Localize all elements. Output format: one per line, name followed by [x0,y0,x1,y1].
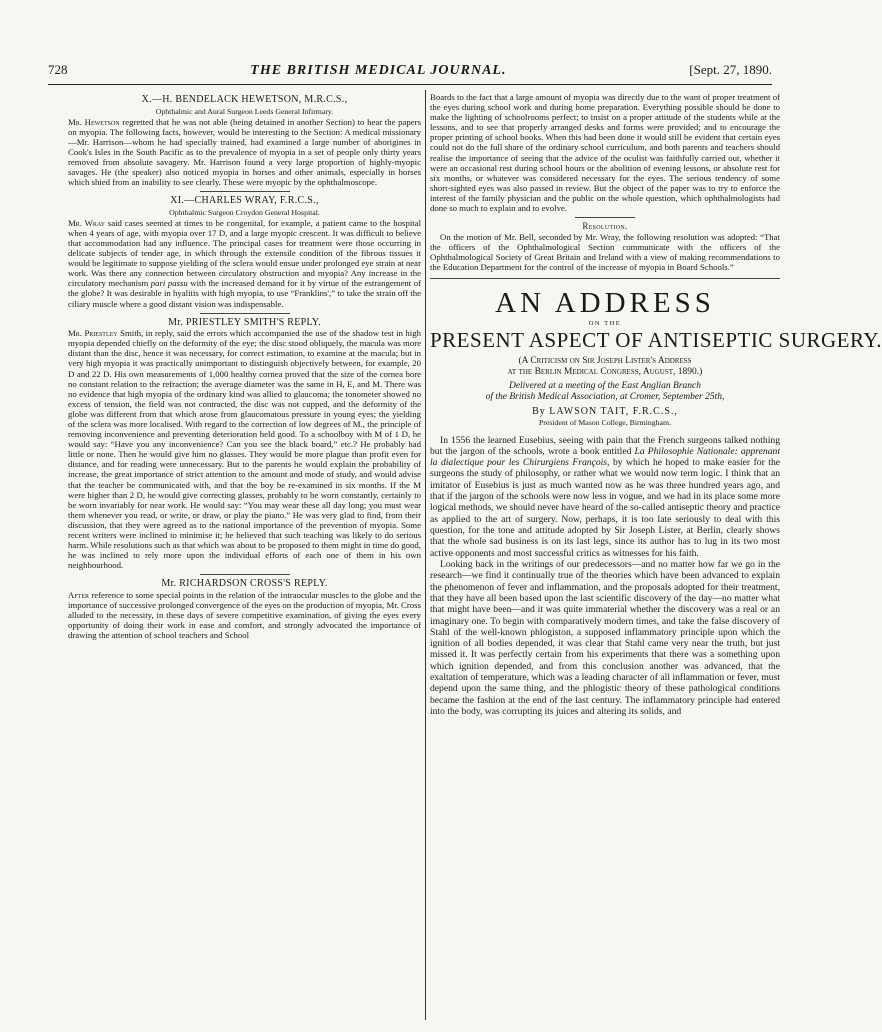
address-on: ON THE [588,320,622,328]
resolution-text: On the motion of Mr. Bell, seconded by Mr. Wray, the following resolution was adopted: “That the officers of the Ophthalmological Section communicate with the officers of the Ophthalmological Society of Great Britain and Ireland with a view of making recommendations to the Education Department for the control of the increase of myopia in Board Schools.” [430,231,780,272]
address-para1-italic: La Philosophie Nationale: apprenant la dialectique pour les Chirurgiens François, [430,445,780,469]
page-header [48,62,772,85]
wray-heading: XI.—CHARLES WRAY, F.R.C.S., [170,195,319,207]
address-para1-b: by which he hoped to make easier for the surgeons the study of philosophy, or rather what we would now term logic. I think that an imitator of Eusebius is just as much wanted now as he was three hundred years ago, and that if the jargon of the schools were now less in vogue, and we had in its place some more logical methods, we should never have heard of the so-called antiseptic theory and practice as applied to the art of surgery. Now, perhaps, it is too late seriously to deal with this question, for the tone and attitude adopted by Sir Joseph Lister, at Berlin, clearly shows that the whole sad business is on its last legs, since its author has to lug in its two most active opponents and most successful critics as witnesses for his faith. [430,457,781,559]
address-subtitle-2: at the Berlin Medical Congress, August, 1890.) [507,367,703,378]
cross-paragraph [68,590,421,640]
cross-continued: Boards to the fact that a large amount of myopia was directly due to the want of proper treatment of the eyes during school work and during home preparation. Everything possible should be done to make the lighting of schoolrooms perfect; to insist on a proper attitude of the students while at the lessons, and to see that properly arranged desks and forms were provided; and to encourage the proper printing of school books. When this had been done it would still be evident that certain eyes could not do the full share of the ordinary school curriculum, and both parents and teachers should realise the importance of seeing that the advice of the oculist was faithfully carried out, whether it were an occasional rest during school hours or the abolition of evening lessons, or absolute rest for six months, or whatever was considered necessary for the eyes. The serious tendency of some short-sighted eyes was also passed in review. But the object of the paper was to try to enforce the interest of the family physician and the public on the whole question, which ophthalmologists had done so much to explain and to evolve. [430,92,780,214]
address-paragraph-2: Looking back in the writings of our predecessors—and no matter how far we go in the research—we find it continually true of the theories which have been advanced to explain the phenomenon of fever and inflammation, and the proposals adopted for their treatment, that they have all been based upon the last scientific discovery of the day—no matter what that might have been—and it was quite immaterial whether the discovery was a real or an imaginary one. To begin with comparatively modern times, and take the false discovery of Stahl of the well-known phlogiston, a supposed inflammatory principle upon which the ignition of all bodies depended, it was clear that Stahl came very near the truth, but just missed it. It was perfectly certain from his experiments that there was a something upon which ignition depended, and from this conclusion another was advanced, that the exaltation of temperature, which was a leading character of all inflammation or fever, must depend upon the same thing, and the phlogistic theory of these pathological conditions became the fashion at the end of the last century. The inflammatory principle had entered into the body, was corrupting its juices and altering its solids, and [430,558,780,718]
address-body [430,435,780,718]
section-separator [575,217,635,218]
address-delivered-1: Delivered at a meeting of the East Anglian Branch [508,381,702,392]
issue-date: [Sept. 27, 1890. [689,62,772,77]
resolution-heading: Resolution. [582,221,628,232]
cross-text: reference to some special points in the relation of the intraocular muscles to the globe and the importance of successive prolonged convergence of the eyes on the production of myopia, Mr. Cross alluded to the necessity, in these days of severe competitive examination, of giving the eyes every opportunity of doing their work in ease and comfort, and strongly advocated the importance of drawing the attention of school teachers and School [68,589,421,641]
cross-lead: After [68,589,89,600]
smith-heading: Mr. PRIESTLEY SMITH'S REPLY. [168,316,321,328]
wray-text-b: with the increased demand for it by virtue of the estrangement of the globe? It was desirable in hyalitis with high myopia, to use “Franklins',” to take the strain off the ciliary muscle where a good distant vision was indispensable. [68,278,421,309]
wray-paragraph [68,218,421,309]
hewetson-paragraph [68,117,421,188]
hewetson-text: regretted that he was not able (being detained in another Section) to hear the papers on myopia. The following facts, however, would be interesting to the Section: A medical missionary—Mr. Harrison—whom he had specially trained, had examined a large number of aborigines in Cook's Isles in the South Pacific as to the prevalence of myopia in a set of people only thirty years removed from absolute savagery. Mr. Harrison found a very large proportion of highly-myopic savages. He (the speaker) also noticed myopia in horses and other animals, especially in horses which shied from an inability to see clearly. These were myopic by the ophthalmoscope. [68,116,422,188]
wray-name: Mr. Wray [68,217,105,228]
section-separator [200,191,290,192]
wray-italic: pari passu [150,278,188,289]
right-column [430,92,882,718]
column-divider [425,90,426,1020]
address-author: By LAWSON TAIT, F.R.C.S., [532,406,678,417]
hewetson-heading: X.—H. BENDELACK HEWETSON, M.R.C.S., [141,94,348,105]
address-rule [430,278,780,279]
hewetson-name: Mr. Hewetson [68,116,120,127]
address-subtitle-1: (A Criticism on Sir Joseph Lister's Address [518,356,692,367]
wray-text-a: said cases seemed at times to be congenital, for example, a patient came to the hospital when 4 years of age, with myopia over 17 D, and a large myopic crescent. It was difficult to believe that accommodation had any influence. The principal cases for treatment were those occurring in delicate subjects of tender age, in which through the extensile condition of the fibrous tissues it would be legitimate to suppose yielding of the sclera would ensue under prolonged eye strain at near work. Was there any connection between circulatory obstruction and myopia? Any increase in the circulatory mechanism [68,217,421,289]
address-title: AN ADDRESS [495,286,715,319]
address-author-title: President of Mason College, Birmingham. [538,417,672,427]
page-number: 728 [48,62,68,77]
address-subject: PRESENT ASPECT OF ANTISEPTIC SURGERY. [430,327,882,352]
left-column [68,92,421,640]
address-para1-a: In 1556 the learned Eusebius, seeing with pain that the French surgeons talked nothing but the jargon of the schools, wrote a book entitled [430,434,780,457]
hewetson-affiliation: Ophthalmic and Aural Surgeon Leeds General Infirmary. [155,106,334,116]
section-separator [200,574,290,575]
smith-text: Smith, in reply, said the errors which accompanied the use of the shadow test in high myopia depended chiefly on the deformity of the eye; the disc stood obliquely, the macula was more distant than the disc, hence it was necessary, for correct estimation, to examine at the macula; but in very high myopia it was practically unimportant to distinguish objectively between, for example, 20 D and 22 D. His own measurements of 1,000 healthy cornea proved that the size of the cornea bore no constant relation to the refraction; the average diameter was the same in H, E, and M. There was no evidence that high myopia of the ordinary kind was allied to glaucoma; the tonometer showed no excess of tension, the field was not contracted, the disc was not cupped, and the deformity of the globe was different from that which arose from glaucomatous pressure in young eyes; the yielding of the sclera was more localised. With regard to the correction of low degrees of M., the principle of removing inconvenience and preventing deterioration held good. To a schoolboy with M of 1 D, he would say: “Have you any inconvenience? Can you see the black board,” etc.? He probably had little or none. Then he would give him no glasses. They would be more plague than profit even for distance, and for reading were unnecessary. But to the parents he would explain the probability of increase, the great importance of strict attention to the amount and mode of study, and would advise that the teacher be communicated with, and that the boy be re-examined in six months. If the M were higher than 2 D, he would give correcting glasses, probably to be worn constantly, certainly to be worn invariably for near work. He would say: “You may wear these all day long; you must wear them whenever you read, or write, or draw, or play the piano.” He was very glad to find, from their discussion, that they were agreed as to the national importance of the prevention of myopia. Some recent writers were inclined to minimise it; he believed that such teaching was likely to do serious harm. While resolutions such as that which was about to be proposed to them might in time do good, he was inclined to rely more upon the individual efforts of each one of them in his own neighbourhood. [68,328,421,571]
address-paragraph-1 [430,435,780,559]
wray-affiliation: Ophthalmic Surgeon Croydon General Hospital. [169,207,320,217]
smith-paragraph [68,328,421,570]
smith-name: Mr. Priestley [68,328,118,339]
journal-title: THE BRITISH MEDICAL JOURNAL. [250,63,507,78]
section-separator [200,313,290,314]
cross-heading: Mr. RICHARDSON CROSS'S REPLY. [161,578,328,590]
address-delivered-2: of the British Medical Association, at Cromer, September 25th, [485,392,725,403]
